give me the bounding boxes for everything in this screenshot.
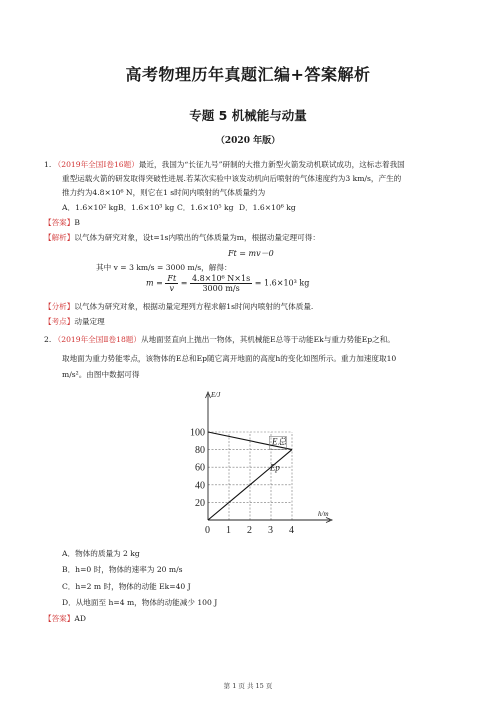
eq3-equals: = xyxy=(180,278,188,288)
q1-number: 1. xyxy=(44,160,52,169)
q1-line1 xyxy=(44,160,405,170)
q1-answer xyxy=(44,218,80,228)
q1-kaodian-tag: 【考点】 xyxy=(44,317,75,326)
q1-analysis-tag: 【解析】 xyxy=(44,233,75,242)
energy-height-chart xyxy=(180,388,340,540)
q1-text-3: 推力约为4.8×10⁶ N，则它在1 s时间内喷射的气体质量约为 xyxy=(62,188,266,197)
x-tick-label: 2 xyxy=(247,525,252,536)
y-tick-label: 40 xyxy=(195,480,205,492)
q1-answer-value: B xyxy=(74,218,80,227)
q1-kaodian xyxy=(44,317,105,327)
q2-option-c: C．h=2 m 时，物体的动能 Ek=40 J xyxy=(62,582,191,591)
q2-answer xyxy=(44,614,86,624)
q1-answer-tag: 【答案】 xyxy=(44,218,75,227)
eq3-lhs: m = xyxy=(146,278,163,288)
q2-option-d: D．从地面至 h=4 m，物体的动能减少 100 J xyxy=(62,598,218,607)
y-tick-label: 20 xyxy=(195,497,205,509)
eq3-num-2: 4.8×10⁶ N×1s xyxy=(191,274,251,283)
series-label-etotal: E总 xyxy=(272,436,287,447)
q2-text-1: 从地面竖直向上抛出一物体，其机械能E总等于动能Ek与重力势能Ep之和。 xyxy=(140,335,395,344)
x-tick-label: 4 xyxy=(289,525,294,536)
q1-source: （2019年全国Ⅰ卷16题） xyxy=(53,160,139,169)
y-tick-label: 100 xyxy=(190,427,205,439)
q1-analysis xyxy=(44,233,320,243)
q1-option-b: B．1.6×10³ kg xyxy=(118,203,175,212)
eq3-num-1: Ft xyxy=(167,274,177,283)
chart-axes xyxy=(206,392,333,523)
y-axis-label: E/J xyxy=(211,391,221,399)
q2-answer-tag: 【答案】 xyxy=(44,614,75,623)
x-tick-label: 1 xyxy=(226,525,231,536)
eq3-fraction-2 xyxy=(190,274,252,293)
section-subtitle: 专题 5 机械能与动量 xyxy=(189,108,307,123)
series-label-ep: Ep xyxy=(269,462,280,473)
q1-text-1: 最近，我国为“长征九号”研制的大推力新型火箭发动机联试成功，这标志着我国 xyxy=(138,160,405,169)
q2-number: 2. xyxy=(44,335,52,344)
q1-option-d: D．1.6×10⁶ kg xyxy=(239,203,296,212)
eq3-result: = 1.6×10³ kg xyxy=(254,278,310,288)
q1-option-c: C．1.6×10⁵ kg xyxy=(177,203,234,212)
eq3-fraction-1 xyxy=(165,274,178,293)
x-tick-label: 3 xyxy=(268,525,273,536)
q1-text-2: 重型运载火箭的研发取得突破性进展.若某次实验中该发动机向后喷射的气体速度约为3 km/s，产生的 xyxy=(62,174,402,183)
q1-analysis-text: 以气体为研究对象，设t=1s内喷出的气体质量为m，根据动量定理可得： xyxy=(74,233,320,242)
q1-equation-3 xyxy=(146,274,309,293)
q1-fenxi-text: 以气体为研究对象，根据动量定理列方程求解1s时间内喷射的气体质量. xyxy=(74,302,314,311)
q2-option-b: B．h=0 时，物体的速率为 20 m/s xyxy=(62,565,183,574)
q2-answer-value: AD xyxy=(74,614,86,623)
x-axis-label: h/m xyxy=(318,510,329,518)
q2-text-2: 取地面为重力势能零点，该物体的E总和Ep随它离开地面的高度h的变化如图所示。重力加速度取10 xyxy=(62,354,397,363)
eq3-den-2: 3000 m/s xyxy=(202,284,240,293)
q1-option-a: A．1.6×10² kg xyxy=(62,203,119,212)
q1-fenxi-tag: 【分析】 xyxy=(44,302,75,311)
q1-equation-1: Ft = mv－0 xyxy=(228,249,274,258)
eq3-den-1: v xyxy=(169,284,175,293)
q1-fenxi xyxy=(44,302,313,312)
chart-labels xyxy=(210,391,329,518)
q1-kaodian-text: 动量定理 xyxy=(74,317,105,326)
q2-line1 xyxy=(44,335,395,345)
page-title: 高考物理历年真题汇编+答案解析 xyxy=(125,65,371,84)
y-tick-label: 60 xyxy=(195,462,205,474)
q2-option-a: A．物体的质量为 2 kg xyxy=(62,549,140,558)
y-tick-label: 80 xyxy=(195,445,205,457)
q2-source: （2019年全国Ⅱ卷18题） xyxy=(53,335,141,344)
edition-label: （2020 年版） xyxy=(215,136,281,146)
q2-text-3: m/s²。由图中数据可得 xyxy=(62,370,140,379)
page-footer: 第 1 页 共 15 页 xyxy=(223,682,273,690)
x-tick-label: 0 xyxy=(205,525,210,536)
q1-equation-2: 其中 v = 3 km/s = 3000 m/s，解得： xyxy=(96,263,232,272)
